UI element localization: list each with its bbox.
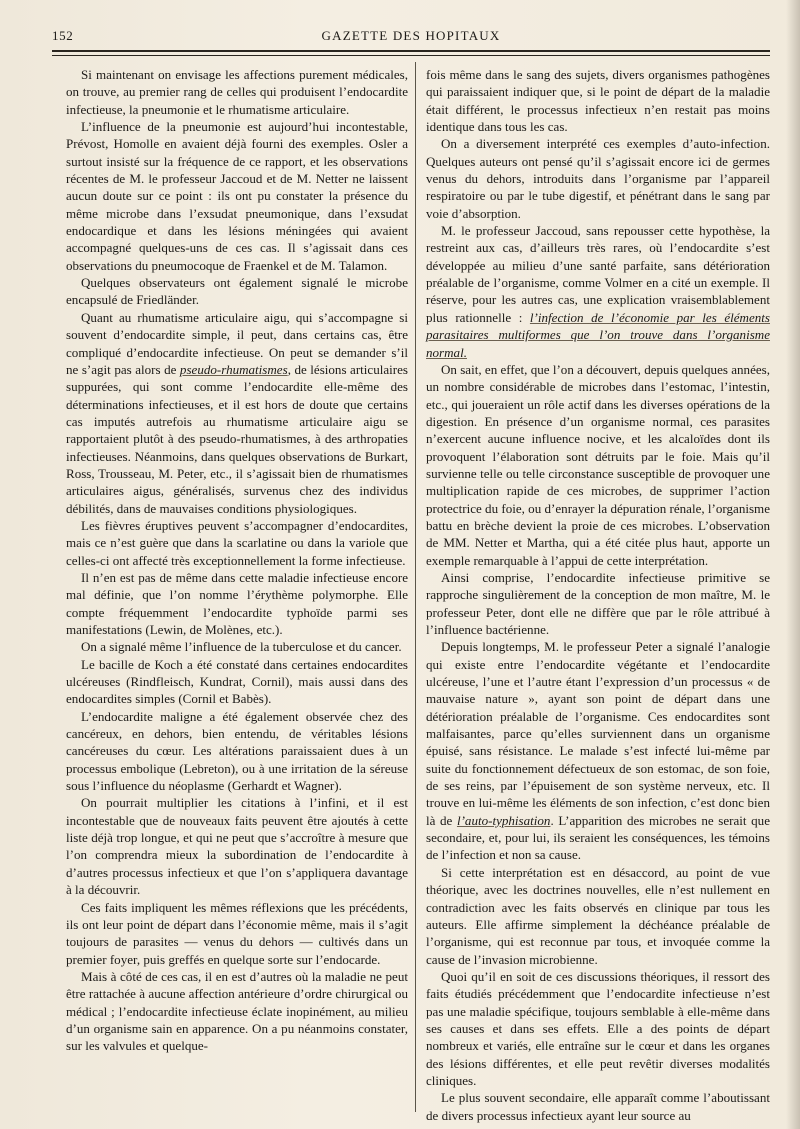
paragraph: Quelques observateurs ont également signalé le microbe encapsulé de Friedländer. xyxy=(66,275,408,308)
paragraph: Les fièvres éruptives peuvent s’accompagner d’endocardites, mais ce n’est guère que dans la scarlatine ou dans la variole que celles-ci ont affecté très exceptionnellement la forme infectieuse. xyxy=(66,517,408,568)
paragraph xyxy=(66,309,408,517)
paragraph: L’endocardite maligne a été également observée chez des cancéreux, en dehors, bien entendu, de véritables lésions cancéreuses du cœur. Les altérations paraissaient dues à un processus embolique (Lebreton), ou à une irritation de la séreuse sous l’influence du néoplasme (Gerhardt et Wagner). xyxy=(66,708,408,794)
column-divider xyxy=(415,62,416,1112)
paragraph: Si cette interprétation est en désaccord, au point de vue théorique, avec les doctrines nouvelles, elle n’est nullement en contradiction avec les faits observés en clinique par tous les auteurs. Elle affirme simplement la déchéance préalable de l’organisme, qui est reconnue par tous, et invoquée comme la cause de l’invasion microbienne. xyxy=(426,864,770,967)
paragraph: On sait, en effet, que l’on a découvert, depuis quelques années, un nombre considérable de microbes dans l’estomac, l’intestin, etc., qui joueraient un rôle actif dans les diverses opérations de la digestion. En présence d’un organisme normal, ces parasites n’exercent aucune influence nocive, et les alcaloïdes dont ils provoquent l’élaboration sont détruits par le foie. Mais qu’il survienne telle ou telle circonstance susceptible de provoquer une multiplication rapide de ces microbes, de supprimer l’action protectrice du foie, ou d’enrayer la dépuration rénale, l’organisme battu en brèche devient la proie de ces microbes. L’observation de MM. Netter et Martha, qui a été citée plus haut, apporte un exemple remarquable à l’appui de cette interprétation. xyxy=(426,361,770,568)
paragraph xyxy=(426,638,770,863)
header-rule-thin xyxy=(52,55,770,56)
header-rule-thick xyxy=(52,50,770,52)
page-edge-shadow xyxy=(786,0,800,1129)
paragraph: Le plus souvent secondaire, elle apparaît comme l’aboutissant de divers processus infectieux ayant leur source au xyxy=(426,1090,770,1123)
italic-term: l’auto-typhisation xyxy=(456,812,551,828)
running-title: GAZETTE DES HOPITAUX xyxy=(321,28,501,43)
paragraph-text: . L’apparition des microbes ne serait que secondaire, et, pour lui, ils seraient les conséquences, les témoins de l’infection et non sa cause. xyxy=(426,812,770,863)
paragraph: Si maintenant on envisage les affections purement médicales, on trouve, au premier rang de celles qui produisent l’endocardite infectieuse, la pneumonie et le rhumatisme articulaire. xyxy=(66,67,408,117)
paragraph: On pourrait multiplier les citations à l’infini, et il est incontestable que de nouveaux faits peuvent être ajoutés à cette liste déjà trop longue, et qui ne peut que s’accroître à mesure que l’on comprendra mieux la subordination de l’endocardite à d’autres processus infectieux et que l’on s’appliquera davantage à la découvrir. xyxy=(66,795,408,898)
page-number: 152 xyxy=(52,28,74,43)
paragraph: fois même dans le sang des sujets, divers organismes pathogènes qui paraissaient indiquer que, si le point de départ de la maladie était différent, le processus infectieux n’en restait pas moins identique dans tous les cas. xyxy=(426,67,770,135)
paragraph: Ainsi comprise, l’endocardite infectieuse primitive se rapproche singulièrement de la conception de mon maître, M. le professeur Peter, dont elle ne diffère que par le rôle attribué à l’influence bactérienne. xyxy=(426,569,770,637)
paragraph-text: M. le professeur Jaccoud, sans repousser cette hypothèse, la restreint aux cas, d’ailleurs très rares, où l’endocardite s’est développée au milieu d’une santé parfaite, sans détérioration préalable de l’organisme, comme Volmer en a cité un exemple. Il réserve, pour les autres cas, une explication vraisemblablement plus rationnelle : xyxy=(426,223,770,325)
paragraph: On a signalé même l’influence de la tuberculose et du cancer. xyxy=(81,639,402,655)
page-header xyxy=(52,28,770,48)
paragraph-text: Quant au rhumatisme articulaire aigu, qui s’accompagne si souvent d’endocardite simple, il peut, dans certains cas, être compliqué d’endocardite infectieuse. On peut se demander s’il ne s’agit pas alors de xyxy=(66,309,408,377)
paragraph: Quoi qu’il en soit de ces discussions théoriques, il ressort des faits étudiés précédemment que l’endocardite infectieuse n’est pas une maladie spécifique, toujours semblable à elle-même dans ses causes et dans ses effets. Elle a des points de départ nombreux et variés, elle entraîne sur le cœur et dans les organes des lésions différentes, et elle peut revêtir diverses modalités cliniques. xyxy=(426,968,770,1088)
italic-quote: l’infection de l’économie par les éléments parasitaires multiformes que l’on trouve dans l’organisme normal. xyxy=(426,309,770,360)
left-column xyxy=(66,66,408,1055)
paragraph: On a diversement interprété ces exemples d’auto-infection. Quelques auteurs ont pensé qu’il s’agissait encore ici de germes venus du dehors, introduits dans l’organisme par l’appareil respiratoire ou par le tube digestif, et pénétrant dans le sang par voie d’absorption. xyxy=(426,136,770,221)
paragraph: Il n’en est pas de même dans cette maladie infectieuse encore mal définie, que l’on nomme l’érythème polymorphe. Elle compte fréquemment l’endocardite typhoïde parmi ses manifestations (Lewin, de Molènes, etc.). xyxy=(66,569,408,637)
italic-term: pseudo-rhumatismes xyxy=(179,361,288,377)
paragraph: Mais à côté de ces cas, il en est d’autres où la maladie ne peut être rattachée à aucune affection antérieure d’ordre chirurgical ou médical ; l’endocardite infectieuse éclate inopinément, au milieu d’un organisme sain en apparence. On a pu néanmoins constater, sur les valvules et quelque- xyxy=(66,968,408,1054)
paragraph-text: , de lésions articulaires suppurées, qui sont comme l’endocardite elle-même des déterminations infectieuses, et il est hors de doute que certains cas imputés autrefois au rhumatisme articulaire aigu se rapportaient plutôt à des pseudo-rhumatismes, à des arthropaties infectieuses. Néanmoins, dans quelques observations de Burkart, Ross, Trousseau, M. Peter, etc., il s’agissait bien de rhumatismes articulaires aigus, généralisés, survenus chez des individus débilités, dans de mauvaises conditions physiologiques. xyxy=(66,361,408,516)
paragraph: Ces faits impliquent les mêmes réflexions que les précédents, ils ont leur point de départ dans l’économie même, mais il s’agit toujours de parasites — venus du dehors — cultivés dans un premier foyer, puis greffés en quelque sorte sur l’endocarde. xyxy=(66,899,408,967)
right-column xyxy=(426,66,770,1124)
paragraph: L’influence de la pneumonie est aujourd’hui incontestable, Prévost, Homolle en avaient déjà fourni des exemples. Osler a surtout insisté sur la fréquence de ce rapport, et les observations récentes de M. le professeur Jaccoud et de M. Netter ne laissent aucun doute sur ce point : ils ont pu constater la présence du même microbe dans l’exsudat pneumonique, dans l’exsudat endocardique et dans les lésions méningées qui avaient accompagné quelques-uns de ces cas. Il s’agissait dans ces observations du pneumocoque de Fraenkel et de M. Talamon. xyxy=(66,119,408,273)
paragraph xyxy=(426,222,770,361)
paragraph: Le bacille de Koch a été constaté dans certaines endocardites ulcéreuses (Rindfleisch, Kundrat, Cornil), mais aussi dans des endocardites simples (Cornil et Babès). xyxy=(66,656,408,707)
paragraph-text: Depuis longtemps, M. le professeur Peter a signalé l’analogie qui existe entre l’endocardite végétante et l’endocardite ulcéreuse, l’une et l’autre étant l’expression d’un processus « de mauvaise nature », ayant son point de départ dans une détérioration préalable de l’organisme. Ces endocardites sont malfaisantes, parce qu’elles surviennent dans un organisme épuisé, sans résistance. Le malade s’est infecté lui-même par suite du fonctionnement défectueux de son estomac, de son foie, de ses reins, par l’épuisement de son système nerveux, etc. Il trouve en lui-même les éléments de son infection, c’est donc bien là de xyxy=(426,639,770,828)
